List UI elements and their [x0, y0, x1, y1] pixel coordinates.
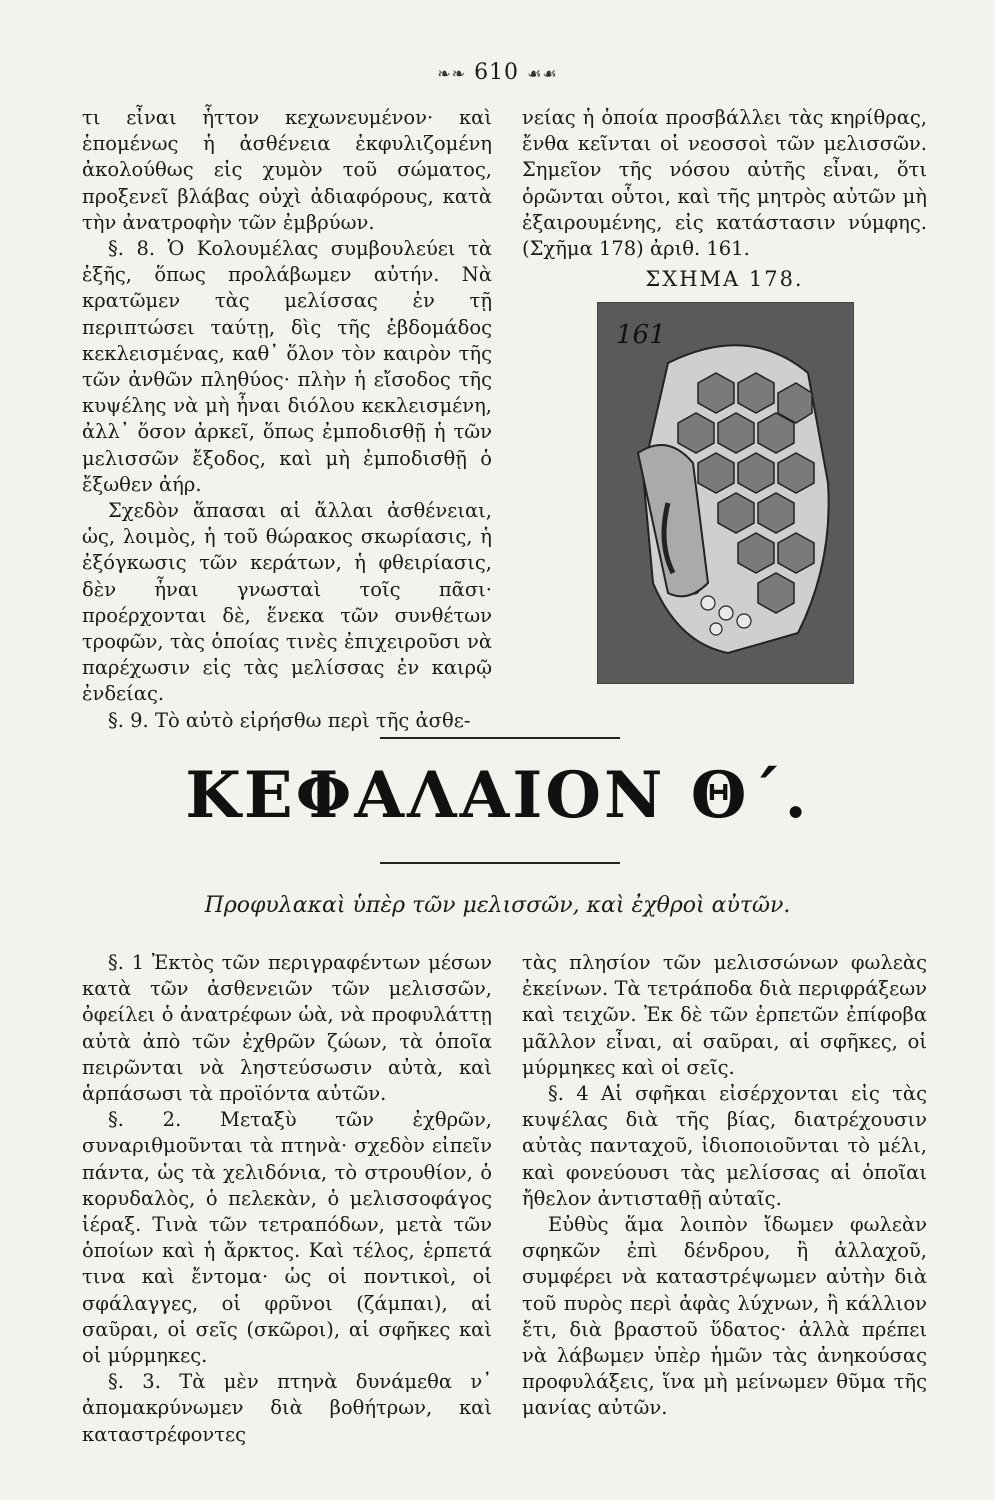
chapter-title: ΚΕΦΑΛΑΙΟΝ Θ΄.: [185, 758, 810, 833]
figure-caption: ΣΧΗΜΑ 178.: [645, 267, 804, 292]
paragraph: τὰς πλησίον τῶν μελισσώνων φωλεὰς ἐκείνων. Τὰ τετράποδα διὰ περιφράξεων καὶ τειχῶν. Ἐκ δὲ τῶν ἑρπετῶν ἐπίφοβα μᾶλλον εἶναι, αἱ σαῦραι, αἱ σφῆκες, οἱ μύρμηκες καὶ οἱ σεῖς.: [522, 951, 927, 1079]
paragraph: §. 1 Ἐκτὸς τῶν περιγραφέντων μέσων κατὰ τῶν ἀσθενειῶν τῶν μελισσῶν, ὀφείλει ὁ ἀνατρέφων ὡὰ, νὰ προφυλάττῃ αὐτὰ ἀπὸ τῶν ἐχθρῶν ζώων, τὰ ὁποῖα πειρῶνται νὰ ληστεύσωσιν αὐτὰ, καὶ ἁρπάσωσι τὰ προϊόντα αὐτῶν.: [82, 951, 492, 1106]
chapter-subtitle: Προφυλακαὶ ὑπὲρ τῶν μελισσῶν, καὶ ἐχθροὶ αὐτῶν.: [204, 893, 791, 918]
paragraph: §. 9. Τὸ αὐτὸ εἰρήσθω περὶ τῆς ἀσθε-: [108, 708, 471, 732]
paragraph: τι εἶναι ἧττον κεχωνευμένον· καὶ ἑπομένως ἡ ἀσθένεια ἐκφυλιζομένη ἀκολούθως εἰς χυμὸν τοῦ σώματος, προξενεῖ βλάβας οὐχὶ ἀδιαφόρους, κατὰ τὴν ἀνατροφὴν τῶν ἐμβρύων.: [82, 106, 492, 234]
column-left-top: [82, 105, 492, 734]
paragraph: §. 2. Μεταξὺ τῶν ἐχθρῶν, συναριθμοῦνται τὰ πτηνὰ· σχεδὸν εἰπεῖν πάντα, ὡς τὰ χελιδόνια, τὸ στρουθίον, ὁ κορυδαλὸς, ὁ πελεκὰν, ὁ μελισσοφάγος ἱέραξ. Τινὰ τῶν τετραπόδων, μετὰ τῶν ὁποίων καὶ ἡ ἄρκτος. Καὶ τέλος, ἑρπετά τινα καὶ ἔντομα· ὡς οἱ ποντικοὶ, οἱ σφάλαγγες, οἱ φρῦνοι (ζάμπαι), αἱ σαῦραι, οἱ σεῖς (σκῶροι), αἱ σφῆκες καὶ οἱ μύρμηκες.: [82, 1108, 492, 1368]
column-left-bottom: [82, 950, 492, 1448]
figure-honeycomb-illustration: [597, 302, 854, 684]
ornament-right: ☙☙: [527, 64, 558, 83]
page-number-text: 610: [474, 60, 520, 85]
paragraph: Εὐθὺς ἅμα λοιπὸν ἴδωμεν φωλεὰν σφηκῶν ἐπὶ δένδρου, ἢ ἀλλαχοῦ, συμφέρει νὰ καταστρέψωμεν αὐτὴν διὰ τοῦ πυρὸς περὶ ἀφὰς λύχνων, ἢ κάλλιον ἔτι, διὰ βραστοῦ ὕδατος· ἀλλὰ πρέπει νὰ λάβωμεν ὑπὲρ ἡμῶν τὰς ἀνηκούσας προφυλάξεις, ἵνα μὴ μείνωμεν θῦμα τῆς μανίας αὐτῶν.: [522, 1213, 927, 1420]
ornamental-divider-bottom: [380, 855, 620, 869]
ornament-left: ❧❧: [437, 64, 467, 83]
figure-label: 161: [616, 320, 666, 351]
paragraph: Σχεδὸν ἅπασαι αἱ ἄλλαι ἀσθένειαι, ὡς, λοιμὸς, ἡ τοῦ θώρακος σκωρίασις, ἡ ἐξόγκωσις τῶν κεράτων, ἡ φθειρίασις, δὲν ἦναι γνωσταὶ τοῖς πᾶσι· προέρχονται δὲ, ἕνεκα τῶν συνθέτων τροφῶν, τὰς ὁποίας τινὲς ἐπιχειροῦσι νὰ παρέχωσιν εἰς τὰς μελίσσας ἐν καιρῷ ἐνδείας.: [82, 499, 492, 706]
ornamental-divider-top: [380, 730, 620, 744]
honeycomb-drawing: [598, 303, 853, 683]
paragraph: §. 4 Αἱ σφῆκαι εἰσέρχονται εἰς τὰς κυψέλας διὰ τῆς βίας, διατρέχουσιν αὐτὰς πανταχοῦ, ἰδιοποιοῦνται τὸ μέλι, καὶ φονεύουσι τὰς μελίσσας αἱ ὁποῖαι ἤθελον ἀντισταθῇ αὐταῖς.: [522, 1082, 927, 1210]
page-number: [0, 60, 995, 85]
paragraph: νείας ἡ ὁποία προσβάλλει τὰς κηρίθρας, ἔνθα κεῖνται οἱ νεοσσοὶ τῶν μελισσῶν. Σημεῖον τῆς νόσου αὐτῆς εἶναι, ὅτι ὁρῶνται οὗτοι, καὶ τῆς μητρὸς αὐτῶν μὴ ἐξαιρουμένης, εἰς κατάστασιν νύμφης.(Σχῆμα 178) ἀριθ. 161.: [522, 106, 927, 261]
column-right-top: [522, 105, 927, 684]
column-right-bottom: [522, 950, 927, 1422]
paragraph: §. 8. Ὁ Κολουμέλας συμβουλεύει τὰ ἑξῆς, ὅπως προλάβωμεν αὐτήν. Νὰ κρατῶμεν τὰς μελίσσας ἐν τῇ περιπτώσει ταύτῃ, δὶς τῆς ἑβδομάδος κεκλεισμένας, καθ᾽ ὅλον τὸν καιρὸν τῆς τῶν ἀνθῶν πληθύος· πλὴν ἡ εἴσοδος τῆς κυψέλης νὰ μὴ ἦναι διόλου κεκλεισμένη, ἀλλ᾽ ὅσον ἀρκεῖ, ὅπως ἐμποδισθῇ ἡ τῶν μελισσῶν ἔξοδος, καὶ μὴ ἐμποδισθῇ ὁ ἔξωθεν ἀήρ.: [82, 237, 492, 496]
paragraph: §. 3. Τὰ μὲν πτηνὰ δυνάμεθα ν᾽ ἀπομακρύνωμεν διὰ βοθήτρων, καὶ καταστρέφοντες: [82, 1370, 492, 1446]
